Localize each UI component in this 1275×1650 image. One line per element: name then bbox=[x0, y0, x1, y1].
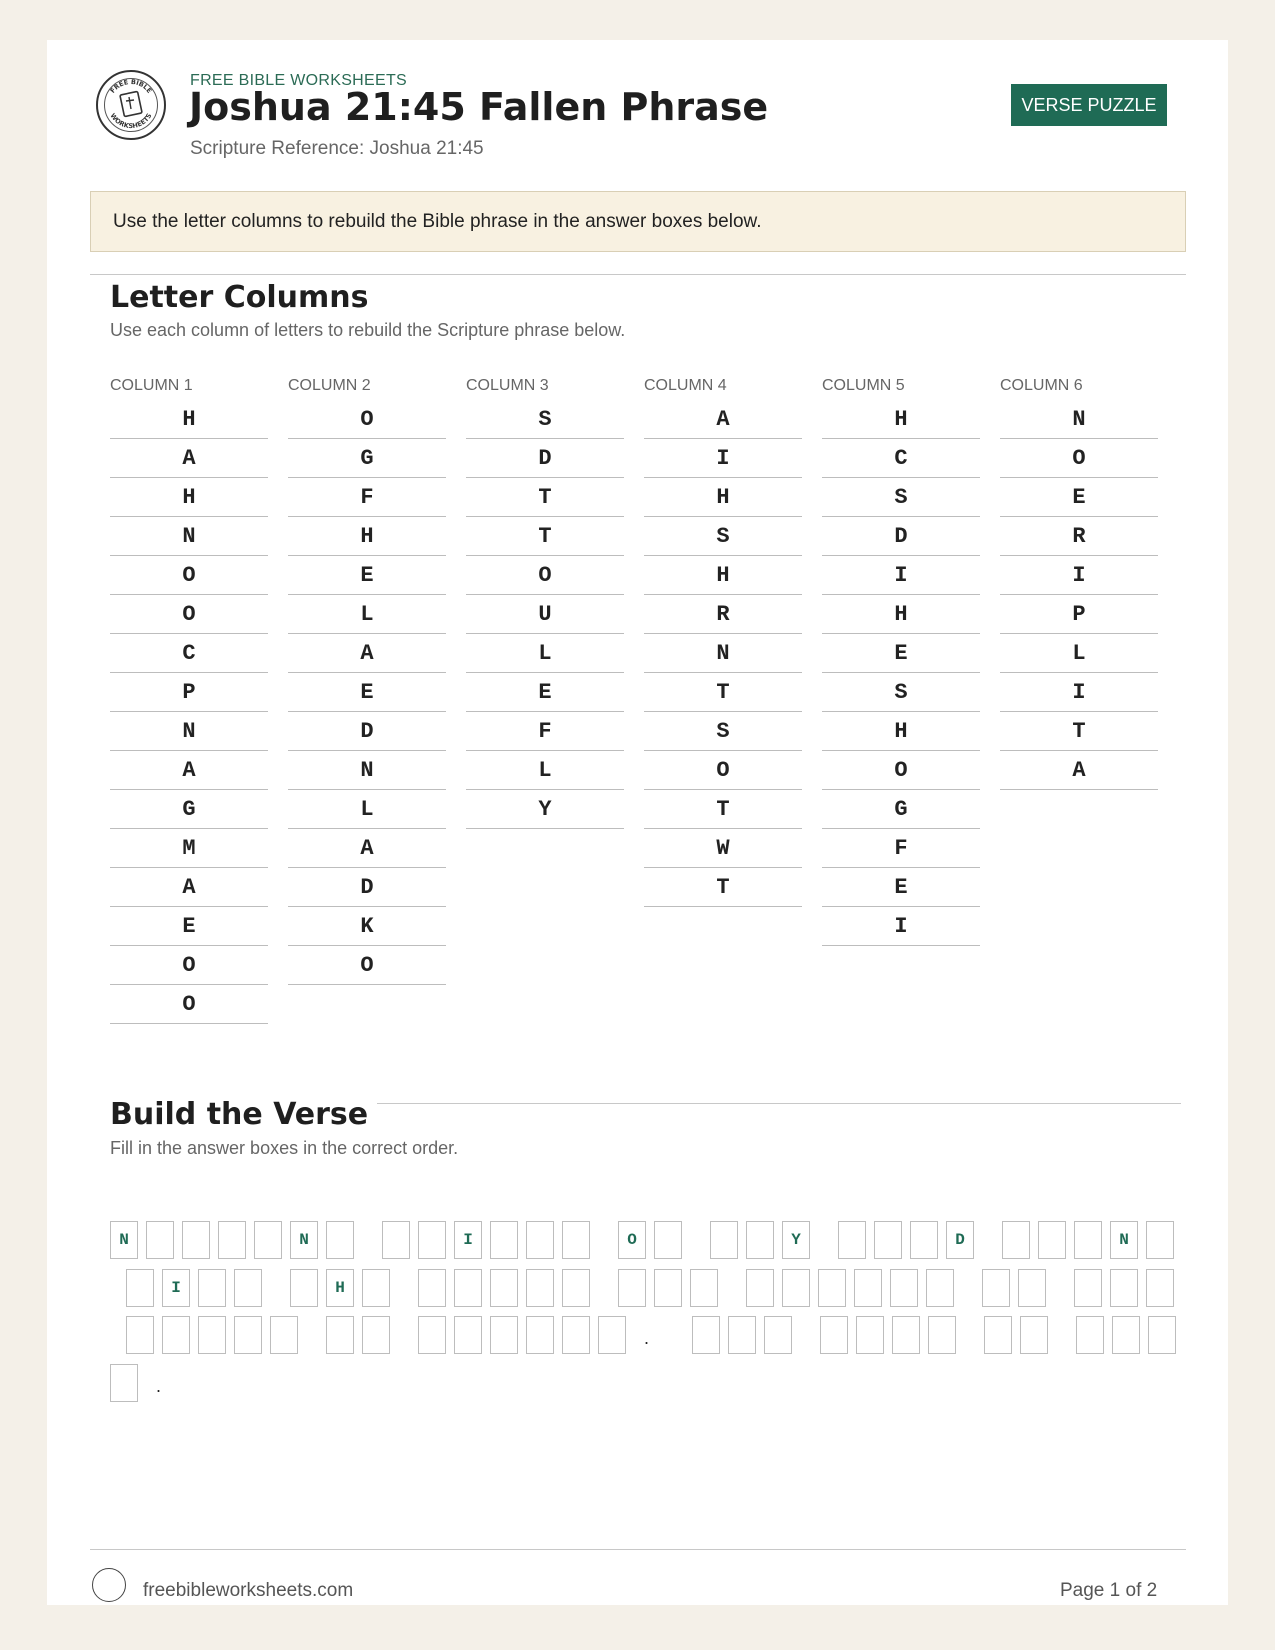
column-letter: O bbox=[110, 556, 268, 595]
answer-box[interactable] bbox=[1110, 1269, 1138, 1307]
column-letter: I bbox=[1000, 673, 1158, 712]
bible-book-icon bbox=[98, 72, 164, 138]
answer-box[interactable] bbox=[910, 1221, 938, 1259]
column-letter: A bbox=[110, 439, 268, 478]
column-letter: E bbox=[288, 673, 446, 712]
letter-columns-subtitle: Use each column of letters to rebuild the Scripture phrase below. bbox=[110, 320, 626, 340]
column-letter: A bbox=[288, 634, 446, 673]
answer-box[interactable] bbox=[110, 1364, 138, 1402]
column-letter: T bbox=[644, 673, 802, 712]
column-label: COLUMN 1 bbox=[110, 377, 193, 394]
answer-box[interactable] bbox=[764, 1316, 792, 1354]
answer-box[interactable] bbox=[454, 1269, 482, 1307]
column-letter: G bbox=[110, 790, 268, 829]
column-letter: O bbox=[466, 556, 624, 595]
answer-box[interactable] bbox=[562, 1316, 590, 1354]
column-letter: E bbox=[466, 673, 624, 712]
column-letter: S bbox=[644, 712, 802, 751]
answer-box[interactable] bbox=[1076, 1316, 1104, 1354]
answer-box[interactable] bbox=[1146, 1221, 1174, 1259]
column-letter: W bbox=[644, 829, 802, 868]
letter-column bbox=[466, 376, 624, 829]
column-letter: A bbox=[1000, 751, 1158, 790]
column-label: COLUMN 3 bbox=[466, 377, 549, 394]
column-letter: A bbox=[288, 829, 446, 868]
column-letter: E bbox=[1000, 478, 1158, 517]
answer-box[interactable] bbox=[728, 1316, 756, 1354]
answer-box[interactable] bbox=[418, 1269, 446, 1307]
column-letter: N bbox=[1000, 400, 1158, 439]
column-letter: I bbox=[822, 556, 980, 595]
letter-column bbox=[1000, 376, 1158, 790]
column-letter: G bbox=[288, 439, 446, 478]
answer-box[interactable] bbox=[362, 1269, 390, 1307]
column-letter: D bbox=[466, 439, 624, 478]
answer-box[interactable] bbox=[126, 1269, 154, 1307]
answer-box[interactable] bbox=[454, 1316, 482, 1354]
column-letter: L bbox=[288, 790, 446, 829]
column-letter: K bbox=[288, 907, 446, 946]
answer-box[interactable] bbox=[526, 1316, 554, 1354]
answer-box[interactable] bbox=[362, 1316, 390, 1354]
answer-box[interactable] bbox=[290, 1269, 318, 1307]
answer-box[interactable] bbox=[382, 1221, 410, 1259]
column-letter: A bbox=[110, 751, 268, 790]
column-letter: T bbox=[466, 517, 624, 556]
answer-box[interactable]: N bbox=[1110, 1221, 1138, 1259]
site-kicker: FREE BIBLE WORKSHEETS bbox=[190, 72, 408, 89]
column-letter: E bbox=[110, 907, 268, 946]
column-letter: A bbox=[110, 868, 268, 907]
instruction-text: Use the letter columns to rebuild the Bible phrase in the answer boxes below. bbox=[113, 210, 762, 232]
column-letter: O bbox=[110, 946, 268, 985]
column-letter: E bbox=[822, 868, 980, 907]
column-letter: D bbox=[288, 868, 446, 907]
scripture-reference: Scripture Reference: Joshua 21:45 bbox=[190, 138, 484, 159]
answer-box[interactable] bbox=[856, 1316, 884, 1354]
worksheet-page bbox=[47, 40, 1228, 1605]
answer-box[interactable] bbox=[490, 1221, 518, 1259]
answer-box[interactable] bbox=[818, 1269, 846, 1307]
answer-box[interactable] bbox=[890, 1269, 918, 1307]
column-label: COLUMN 4 bbox=[644, 377, 727, 394]
answer-box[interactable] bbox=[692, 1316, 720, 1354]
column-letter: T bbox=[644, 790, 802, 829]
answer-box[interactable] bbox=[418, 1316, 446, 1354]
letter-column bbox=[644, 376, 802, 907]
answer-box[interactable]: I bbox=[454, 1221, 482, 1259]
answer-box[interactable]: I bbox=[162, 1269, 190, 1307]
answer-box[interactable] bbox=[326, 1316, 354, 1354]
column-letter: D bbox=[288, 712, 446, 751]
column-letter: E bbox=[288, 556, 446, 595]
column-letter: O bbox=[288, 400, 446, 439]
answer-box[interactable]: N bbox=[290, 1221, 318, 1259]
column-letter: G bbox=[822, 790, 980, 829]
column-letter: S bbox=[822, 673, 980, 712]
answer-box[interactable] bbox=[526, 1221, 554, 1259]
answer-box[interactable] bbox=[562, 1221, 590, 1259]
column-letter: H bbox=[822, 712, 980, 751]
column-letter: H bbox=[644, 556, 802, 595]
column-letter: L bbox=[288, 595, 446, 634]
column-letter: H bbox=[110, 478, 268, 517]
column-letter: O bbox=[110, 985, 268, 1024]
column-letter: F bbox=[822, 829, 980, 868]
answer-box[interactable] bbox=[218, 1221, 246, 1259]
answer-box[interactable] bbox=[234, 1269, 262, 1307]
answer-box[interactable]: Y bbox=[782, 1221, 810, 1259]
column-letter: C bbox=[822, 439, 980, 478]
footer-site: freebibleworksheets.com bbox=[143, 1580, 354, 1601]
column-letter: H bbox=[822, 595, 980, 634]
answer-box[interactable] bbox=[746, 1221, 774, 1259]
answer-box[interactable] bbox=[1146, 1269, 1174, 1307]
letter-column bbox=[822, 376, 980, 946]
column-letter: Y bbox=[466, 790, 624, 829]
answer-box[interactable] bbox=[782, 1269, 810, 1307]
answer-box[interactable] bbox=[1074, 1221, 1102, 1259]
answer-box[interactable] bbox=[490, 1316, 518, 1354]
answer-box[interactable] bbox=[926, 1269, 954, 1307]
column-letter: M bbox=[110, 829, 268, 868]
column-letter: S bbox=[466, 400, 624, 439]
column-letter: H bbox=[822, 400, 980, 439]
section-divider bbox=[377, 1103, 1181, 1104]
column-letter: L bbox=[466, 751, 624, 790]
answer-box[interactable] bbox=[1002, 1221, 1030, 1259]
answer-box[interactable] bbox=[654, 1221, 682, 1259]
column-letter: N bbox=[288, 751, 446, 790]
answer-box[interactable] bbox=[1020, 1316, 1048, 1354]
answer-box[interactable] bbox=[234, 1316, 262, 1354]
answer-box[interactable] bbox=[490, 1269, 518, 1307]
answer-box[interactable] bbox=[982, 1269, 1010, 1307]
answer-box[interactable] bbox=[1148, 1316, 1176, 1354]
answer-punctuation: . bbox=[644, 1328, 650, 1348]
column-letter: O bbox=[110, 595, 268, 634]
answer-box[interactable] bbox=[526, 1269, 554, 1307]
answer-box[interactable] bbox=[1018, 1269, 1046, 1307]
answer-box[interactable]: O bbox=[618, 1221, 646, 1259]
answer-box[interactable] bbox=[182, 1221, 210, 1259]
letter-columns-heading: Letter Columns bbox=[110, 280, 369, 315]
answer-box[interactable] bbox=[618, 1269, 646, 1307]
answer-box[interactable] bbox=[598, 1316, 626, 1354]
answer-box[interactable] bbox=[326, 1221, 354, 1259]
answer-box[interactable] bbox=[710, 1221, 738, 1259]
column-letter: D bbox=[822, 517, 980, 556]
build-verse-subtitle: Fill in the answer boxes in the correct order. bbox=[110, 1138, 459, 1158]
answer-box[interactable] bbox=[820, 1316, 848, 1354]
column-letter: P bbox=[110, 673, 268, 712]
column-label: COLUMN 2 bbox=[288, 377, 371, 394]
footer-logo bbox=[92, 1568, 126, 1602]
instruction-banner bbox=[90, 191, 1186, 252]
column-letter: H bbox=[644, 478, 802, 517]
site-logo bbox=[96, 70, 166, 140]
answer-box[interactable] bbox=[270, 1316, 298, 1354]
column-letter: I bbox=[822, 907, 980, 946]
letter-column bbox=[110, 376, 268, 1024]
letter-column bbox=[288, 376, 446, 985]
column-letter: E bbox=[822, 634, 980, 673]
answer-box[interactable] bbox=[562, 1269, 590, 1307]
answer-box[interactable] bbox=[892, 1316, 920, 1354]
answer-box[interactable] bbox=[146, 1221, 174, 1259]
section-divider bbox=[90, 274, 1186, 275]
column-letter: A bbox=[644, 400, 802, 439]
svg-text:FREE BIBLE: FREE BIBLE bbox=[108, 77, 154, 95]
answer-punctuation: . bbox=[156, 1376, 162, 1396]
answer-box[interactable] bbox=[984, 1316, 1012, 1354]
answer-box[interactable]: N bbox=[110, 1221, 138, 1259]
column-letter: I bbox=[644, 439, 802, 478]
column-letter: N bbox=[110, 712, 268, 751]
column-letter: N bbox=[644, 634, 802, 673]
answer-box[interactable] bbox=[746, 1269, 774, 1307]
column-letter: S bbox=[644, 517, 802, 556]
column-letter: I bbox=[1000, 556, 1158, 595]
column-letter: O bbox=[644, 751, 802, 790]
verse-puzzle-badge: VERSE PUZZLE bbox=[1011, 84, 1167, 126]
answer-box[interactable] bbox=[162, 1316, 190, 1354]
column-letter: P bbox=[1000, 595, 1158, 634]
answer-box[interactable] bbox=[690, 1269, 718, 1307]
answer-box[interactable] bbox=[874, 1221, 902, 1259]
answer-box[interactable] bbox=[1112, 1316, 1140, 1354]
answer-box[interactable] bbox=[928, 1316, 956, 1354]
answer-box[interactable] bbox=[254, 1221, 282, 1259]
answer-box[interactable]: D bbox=[946, 1221, 974, 1259]
answer-box[interactable] bbox=[854, 1269, 882, 1307]
column-letter: U bbox=[466, 595, 624, 634]
answer-box[interactable] bbox=[126, 1316, 154, 1354]
column-letter: R bbox=[644, 595, 802, 634]
answer-box[interactable]: H bbox=[326, 1269, 354, 1307]
answer-box[interactable] bbox=[1038, 1221, 1066, 1259]
column-letter: S bbox=[822, 478, 980, 517]
page-title: Joshua 21:45 Fallen Phrase bbox=[189, 85, 769, 129]
answer-box[interactable] bbox=[198, 1269, 226, 1307]
answer-box[interactable] bbox=[838, 1221, 866, 1259]
answer-box[interactable] bbox=[654, 1269, 682, 1307]
svg-text:WORKSHEETS: WORKSHEETS bbox=[108, 111, 154, 131]
column-letter: H bbox=[110, 400, 268, 439]
column-label: COLUMN 6 bbox=[1000, 377, 1083, 394]
column-letter: T bbox=[1000, 712, 1158, 751]
column-letter: F bbox=[466, 712, 624, 751]
column-letter: N bbox=[110, 517, 268, 556]
column-letter: L bbox=[466, 634, 624, 673]
column-letter: R bbox=[1000, 517, 1158, 556]
footer-divider bbox=[90, 1549, 1186, 1550]
column-label: COLUMN 5 bbox=[822, 377, 905, 394]
column-letter: T bbox=[644, 868, 802, 907]
column-letter: L bbox=[1000, 634, 1158, 673]
column-letter: C bbox=[110, 634, 268, 673]
column-letter: F bbox=[288, 478, 446, 517]
build-verse-heading: Build the Verse bbox=[110, 1097, 369, 1132]
answer-box[interactable] bbox=[198, 1316, 226, 1354]
answer-box[interactable] bbox=[1074, 1269, 1102, 1307]
column-letter: O bbox=[1000, 439, 1158, 478]
column-letter: O bbox=[288, 946, 446, 985]
answer-box[interactable] bbox=[418, 1221, 446, 1259]
column-letter: T bbox=[466, 478, 624, 517]
column-letter: O bbox=[822, 751, 980, 790]
column-letter: H bbox=[288, 517, 446, 556]
footer-page-number: Page 1 of 2 bbox=[1060, 1580, 1158, 1601]
